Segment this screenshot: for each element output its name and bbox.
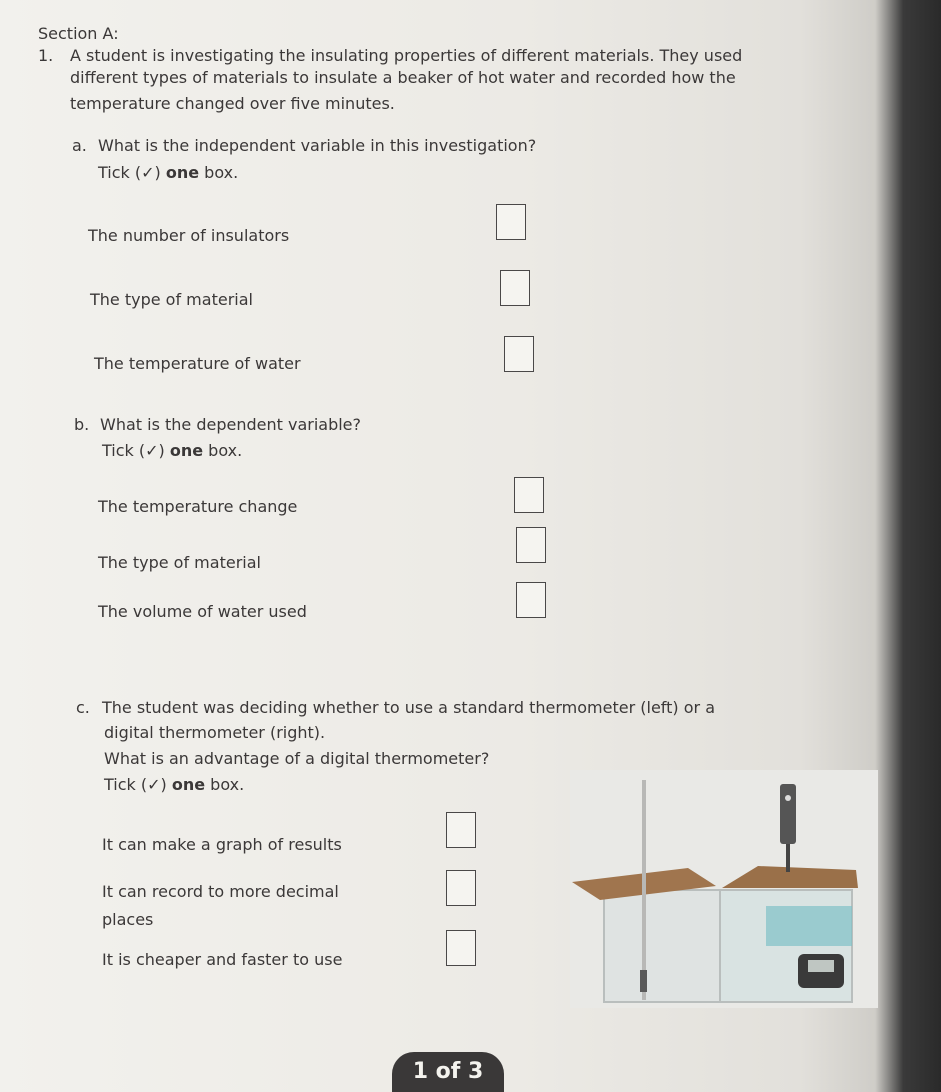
thermometer-button bbox=[785, 795, 791, 801]
part-c-checkbox-1[interactable] bbox=[446, 812, 476, 848]
part-c-option-2-continued: places bbox=[102, 910, 154, 929]
part-b-checkbox-2[interactable] bbox=[516, 527, 546, 563]
part-b-question: What is the dependent variable? bbox=[100, 415, 362, 434]
question-number: 1. bbox=[38, 46, 54, 65]
page-number: 1 of 3 bbox=[392, 1052, 504, 1092]
part-c-question-line-1: The student was deciding whether to use a standard thermometer (left) or a bbox=[102, 698, 716, 717]
intro-line-3: temperature changed over five minutes. bbox=[70, 94, 395, 113]
part-a-option-1: The number of insulators bbox=[88, 226, 290, 245]
part-b-option-1: The temperature change bbox=[98, 497, 298, 516]
part-a-label: a. bbox=[72, 136, 87, 155]
part-c-option-2: It can record to more decimal bbox=[102, 882, 339, 901]
insulation-material bbox=[766, 906, 852, 946]
part-c-checkbox-2[interactable] bbox=[446, 870, 476, 906]
part-a-instruction: Tick (✓) one box. bbox=[98, 163, 239, 182]
part-a-checkbox-2[interactable] bbox=[500, 270, 530, 306]
part-c-label: c. bbox=[76, 698, 90, 717]
part-c-option-1: It can make a graph of results bbox=[102, 835, 342, 854]
part-b-checkbox-3[interactable] bbox=[516, 582, 546, 618]
standard-thermometer bbox=[642, 780, 646, 1000]
part-c-question-line-2: digital thermometer (right). bbox=[104, 723, 326, 742]
part-c-checkbox-3[interactable] bbox=[446, 930, 476, 966]
part-a-option-3: The temperature of water bbox=[94, 354, 301, 373]
digital-thermometer bbox=[780, 784, 796, 844]
part-b-label: b. bbox=[74, 415, 90, 434]
part-c-question-line-3: What is an advantage of a digital thermometer? bbox=[104, 749, 490, 768]
intro-line-1: A student is investigating the insulating properties of different materials. They used bbox=[70, 46, 743, 65]
part-b-option-2: The type of material bbox=[98, 553, 261, 572]
part-a-checkbox-1[interactable] bbox=[496, 204, 526, 240]
part-c-instruction: Tick (✓) one box. bbox=[104, 775, 245, 794]
digital-probe bbox=[786, 844, 790, 872]
part-c-option-3: It is cheaper and faster to use bbox=[102, 950, 343, 969]
part-b-instruction: Tick (✓) one box. bbox=[102, 441, 243, 460]
intro-line-2: different types of materials to insulate a beaker of hot water and recorded how the bbox=[70, 68, 736, 87]
left-beaker bbox=[604, 890, 720, 1002]
digital-display bbox=[808, 960, 834, 972]
part-a-option-2: The type of material bbox=[90, 290, 253, 309]
thermometer-bulb bbox=[640, 970, 647, 992]
part-b-checkbox-1[interactable] bbox=[514, 477, 544, 513]
part-a-checkbox-3[interactable] bbox=[504, 336, 534, 372]
part-a-question: What is the independent variable in this investigation? bbox=[98, 136, 537, 155]
section-title: Section A: bbox=[38, 24, 119, 43]
thermometers-photo bbox=[570, 770, 878, 1008]
part-b-option-3: The volume of water used bbox=[98, 602, 307, 621]
